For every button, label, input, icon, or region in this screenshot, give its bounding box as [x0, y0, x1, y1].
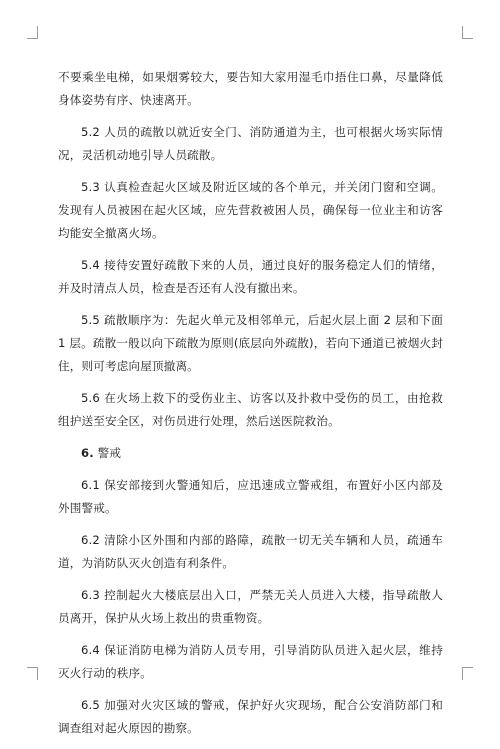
paragraph-continuation: 不要乘坐电梯，如果烟雾较大，要告知大家用湿毛巾捂住口鼻，尽量降低身体姿势有序、快速离开。 [58, 70, 443, 107]
crop-mark-top-left [27, 26, 38, 39]
crop-mark-top-right [462, 26, 473, 39]
paragraph-5-3: 5.3 认真检查起火区域及附近区域的各个单元，并关闭门窗和空调。发现有人员被困在起火区域，应先营救被困人员，确保每一位业主和访客均能安全撤离火场。 [58, 180, 443, 240]
paragraph-6-5: 6.5 加强对火灾区域的警戒，保护好火灾现场，配合公安消防部门和调查组对起火原因的勘察。 [58, 698, 443, 735]
section-title: 警戒 [97, 446, 122, 460]
paragraph-6-2: 6.2 清除小区外围和内部的路障，疏散一切无关车辆和人员，疏通车道，为消防队灭火创造有利条件。 [58, 533, 443, 570]
crop-mark-bottom-right [462, 667, 473, 680]
section-number: 6. [81, 446, 94, 460]
paragraph-5-2: 5.2 人员的疏散以就近安全门、消防通道为主，也可根据火场实际情况，灵活机动地引导人员疏散。 [58, 125, 443, 162]
crop-mark-bottom-left [27, 667, 38, 680]
paragraph-6-4: 6.4 保证消防电梯为消防人员专用，引导消防队员进入起火层，维持灭火行动的秩序。 [58, 643, 443, 680]
paragraph-5-4: 5.4 接待安置好疏散下来的人员，通过良好的服务稳定人们的情绪，并及时清点人员，检查是否还有人没有撤出来。 [58, 258, 443, 295]
paragraph-6-3: 6.3 控制起火大楼底层出入口，严禁无关人员进入大楼，指导疏散人员离开，保护从火场上救出的贵重物资。 [58, 588, 443, 625]
document-body [58, 66, 443, 749]
paragraph-5-6: 5.6 在火场上救下的受伤业主、访客以及扑救中受伤的员工，由抢救组护送至安全区，对伤员进行处理，然后送医院救治。 [58, 391, 443, 428]
paragraph-5-5: 5.5 疏散顺序为：先起火单元及相邻单元，后起火层上面 2 层和下面 1 层。疏散一般以向下疏散为原则(底层向外疏散)，若向下通道已被烟火封住，则可考虑向屋顶撤离。 [58, 313, 443, 373]
section-heading [58, 442, 443, 465]
paragraph-6-1: 6.1 保安部接到火警通知后，应迅速成立警戒组，布置好小区内部及外围警戒。 [58, 478, 443, 515]
